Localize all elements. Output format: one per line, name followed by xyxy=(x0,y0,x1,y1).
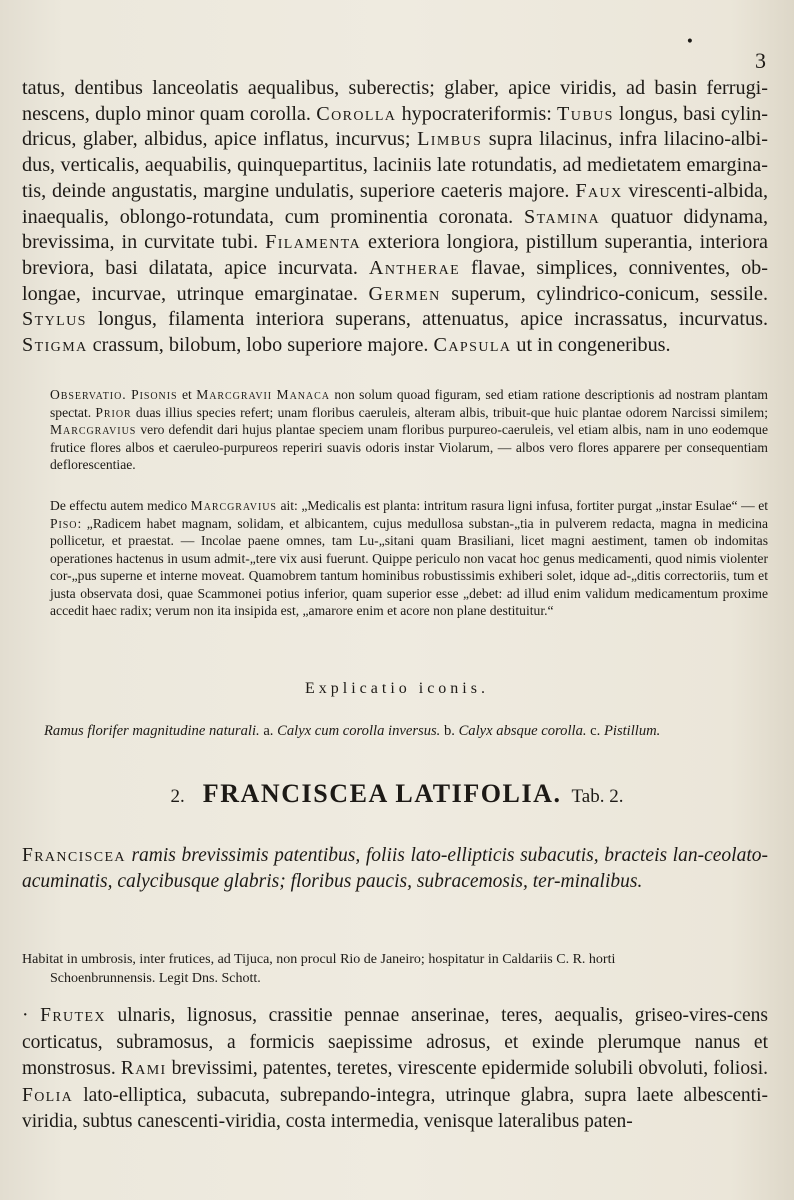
term-rami: Rami xyxy=(120,1058,167,1079)
habitat-note xyxy=(22,950,768,988)
term-germen: Germen xyxy=(368,282,441,305)
text-run: supra lilacinus, infra lilacino-albi-dus, verticalis, aequabilis, quinquepartitus, laciniis late rotundatis, ad medietatem emargina-tis, deinde angustatis, margine undulatis, superiore caeteris majore. xyxy=(22,128,768,202)
text-run: exteriora longiora, pistillum superantia, interiora breviora, basi dilatata, apice incurvata. xyxy=(22,231,769,279)
term-tubus: Tubus xyxy=(557,102,614,125)
text-run: duas illius species refert; unam floribus caeruleis, alteram albis, tribuit-que huic plantae odorem Narcissi similem; xyxy=(131,404,768,420)
term-limbus: Limbus xyxy=(417,128,483,151)
page-number: 3 xyxy=(755,48,766,73)
explicatio-text xyxy=(44,723,768,740)
species-description xyxy=(22,1003,768,1136)
text-run: brevissimi, patentes, teretes, virescente epidermide solubili obvoluti, foliosi. xyxy=(166,1058,768,1079)
text-run: De effectu autem medico xyxy=(50,498,191,513)
label-b: b. xyxy=(440,723,459,739)
observatio-label: Observatio. xyxy=(50,387,127,402)
explicatio-heading: Explicatio iconis. xyxy=(305,680,489,697)
term-antherae: Antherae xyxy=(368,256,461,279)
explicatio-item: Calyx absque corolla. xyxy=(458,723,587,739)
ink-speck: • xyxy=(685,34,694,50)
term-stylus: Stylus xyxy=(22,308,87,331)
text-run: : „Radicem habet magnam, solidam, et albicantem, cujus medullosa substan-„tia in pulverem redacta, magna in medicina pollicetur, et praestat. — Incolae paene omnes, tam Lu-„sitani quam Brasiliani, licet magni aestiment, tamen ob indomitas operationes hactenus in usum admit-„tere vix ausi fuerunt. Quippe periculo non vacat hoc genus medicamenti, quod nimis violenter cor-„pus superne et interne moveat. Quamobrem tantum hominibus robustissimis exhiberi solet, idque ad-„ditis correctoriis, tum et justa observata dosi, quae Scammonei potius inferior, quam superior esse „debet: ad illud enim validum medicamentum proxime accedit haec radix; verum non ita insipida est, „amarore enim et acore non plane destituitur.“ xyxy=(50,515,768,618)
explicatio-item: Pistillum. xyxy=(603,723,661,739)
term-corolla: Corolla xyxy=(316,102,397,125)
species-number: 2. xyxy=(170,786,185,807)
habitat-line-2: Schoenbrunnensis. Legit Dns. Schott. xyxy=(50,971,261,986)
text-run: flavae, simplices, conniventes, ob-longae, incurvae, utrinque emarginatae. xyxy=(22,256,768,305)
text-run: ait: „Medicalis est planta: intritum rasura ligni infusa, fortiter purgat „instar Esulae“ — et xyxy=(276,498,769,513)
term-folia: Folia xyxy=(22,1084,74,1106)
plate-reference: Tab. 2. xyxy=(571,786,624,807)
author-marcgravius: Marcgravius xyxy=(190,498,277,513)
term-frutex: Frutex xyxy=(40,1005,106,1026)
text-run: lato-elliptica, subacuta, subrepando-integra, utrinque glabra, supra laete albescenti-viridia, subtus canescenti-viridia, costa intermedia, venisque lateralibus paten- xyxy=(22,1084,768,1132)
term-prior: Prior xyxy=(95,404,132,420)
text-run: vero defendit dari hujus plantae speciem unam floribus purpureo-caeruleis, vel etiam albis, nam in uno eodemque frutice flores albos et caeruleo-purpureos reperiri suavis odoris instar Violarum, — albos vero flores apparere per consequentiam deflorescentiae. xyxy=(50,422,768,472)
author-pisonis: Pisonis xyxy=(131,387,178,402)
term-stigma: Stigma xyxy=(22,334,88,357)
explicatio-item: Ramus florifer magnitudine naturali. xyxy=(44,723,260,739)
label-c: c. xyxy=(586,723,604,739)
author-piso: Piso xyxy=(50,515,78,531)
term-stamina: Stamina xyxy=(524,205,601,228)
text-run: virescenti-albida, inaequalis, oblongo-rotundata, cum prominentia coronata. xyxy=(22,179,768,228)
text-run: quatuor didynama, brevissima, in curvitate tubi. xyxy=(22,205,768,254)
term-capsula: Capsula xyxy=(433,334,512,357)
text-run: longus, filamenta interiora superans, attenuatus, apice incrassatus, incurvatus. xyxy=(86,308,768,331)
explicatio-item: Calyx cum corolla inversus. xyxy=(277,723,441,739)
genus-name: Franciscea xyxy=(22,845,126,866)
author-marcgravii: Marcgravii xyxy=(196,387,273,402)
species-name: FRANCISCEA LATIFOLIA. xyxy=(202,779,562,808)
term-manaca: Manaca xyxy=(276,387,330,402)
description-paragraph-continued xyxy=(22,76,768,359)
text-run: et xyxy=(177,387,197,402)
text-run: superum, cylindrico-conicum, sessile. xyxy=(440,282,768,305)
text-run: tatus, dentibus lanceolatis aequalibus, suberectis; glaber, apice viridis, ad basin ferrugi-nescens, duplo minor quam corolla. xyxy=(22,77,768,125)
label-a: a. xyxy=(259,723,278,739)
author-marcgravius: Marcgravius xyxy=(50,422,137,437)
term-faux: Faux xyxy=(575,179,623,202)
species-heading xyxy=(0,779,794,809)
text-run: longus, basi cylin-dricus, glaber, albidus, apice inflatus, incurvus; xyxy=(22,102,769,151)
medical-effect-note xyxy=(50,497,768,620)
observatio-note xyxy=(50,386,768,474)
text-run: hypocrateriformis: xyxy=(396,102,558,125)
text-run: ut in congeneribus. xyxy=(511,334,671,357)
text-run: non solum quoad figuram, sed etiam ratione descriptionis ad nostram plantam spectat. xyxy=(50,387,768,420)
text-run: ulnaris, lignosus, crassitie pennae anserinae, teres, aequalis, griseo-vires-cens corticatus, subramosus, a formicis saepissime adrosus, et exinde plerumque nanus et monstrosus. xyxy=(22,1005,768,1079)
species-diagnosis xyxy=(22,843,768,895)
text-run: crassum, bilobum, lobo superiore majore. xyxy=(87,334,434,357)
habitat-line-1: Habitat in umbrosis, inter frutices, ad Tijuca, non procul Rio de Janeiro; hospitatur in Caldariis C. R. horti xyxy=(22,952,616,967)
term-filamenta: Filamenta xyxy=(265,231,362,254)
bullet: · xyxy=(22,1005,41,1026)
diagnosis-text: ramis brevissimis patentibus, foliis lato-ellipticis subacutis, bracteis lan-ceolato-acuminatis, calycibusque glabris; floribus paucis, subracemosis, ter-minalibus. xyxy=(22,845,768,892)
